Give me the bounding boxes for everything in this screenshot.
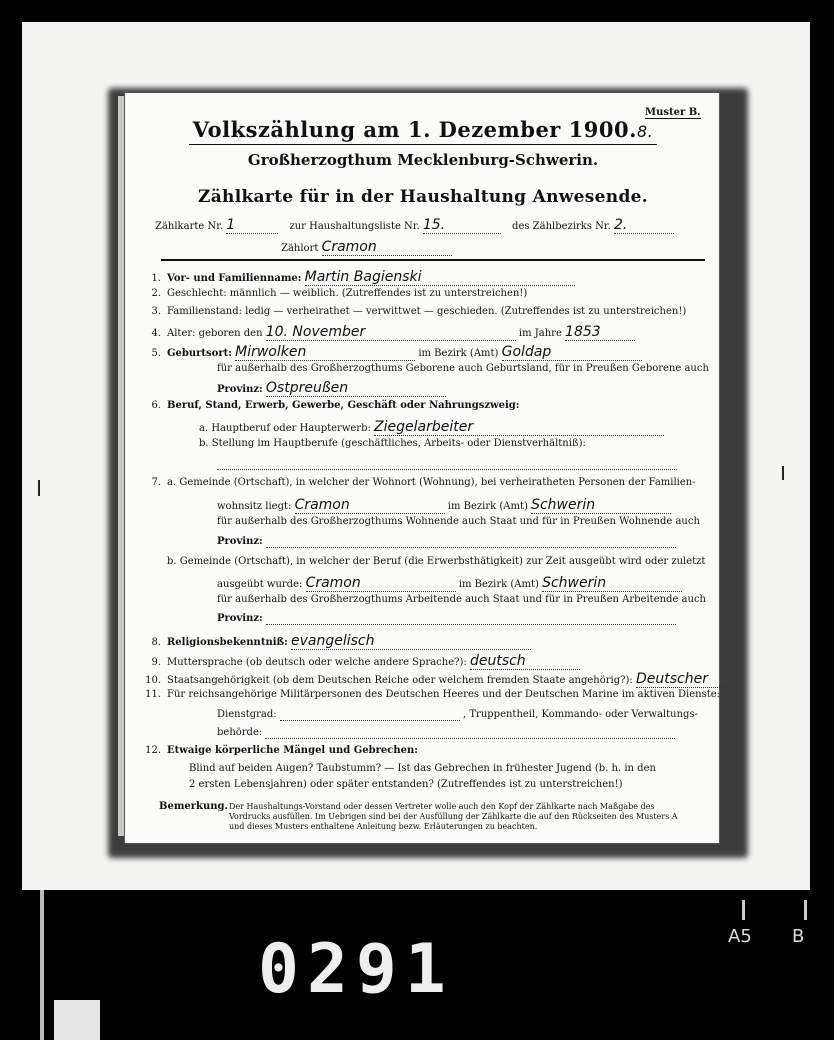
film-tick-b [804,900,807,920]
work-label: ausgeübt wurde: [217,579,303,590]
birthplace-amt-label: im Bezirk (Amt) [418,348,499,359]
fold-mark-right [782,466,784,480]
work-province-label: Provinz: [217,613,263,624]
zaehlort-line [281,239,452,256]
birthplace-label: Geburtsort: [167,348,232,359]
num-9: 9. [151,657,161,668]
num-11: 11. [145,689,161,700]
residence-label: wohnsitz liegt: [217,501,292,512]
film-code-a: A5 [728,926,752,947]
work-amt-value: Schwerin [542,575,682,592]
residence-province-blank [266,536,676,548]
residence-amt-value: Schwerin [531,497,671,514]
birthyear-value: 1853 [565,324,635,341]
language-label: Muttersprache (ob deutsch oder welche andere Sprache?): [167,657,467,668]
residence-province-label: Provinz: [217,536,263,547]
birthdate-value: 10. November [266,324,516,341]
film-code-b: B [792,926,805,947]
marital-text: Familienstand: ledig — verheirathet — verwittwet — geschieden. (Zutreffendes ist zu unterstreichen!) [167,306,687,317]
film-corner-mark [54,1000,100,1040]
field-6a [199,419,664,436]
unit-label: , Truppentheil, Kommando- oder Verwaltungs- [463,709,698,720]
birthplace-amt-value: Goldap [502,344,642,361]
military-label: Für reichsangehörige Militärpersonen des Deutschen Heeres und der Deutschen Marine im aktiven Dienste: [167,689,721,700]
authority-blank [265,727,675,739]
num-1: 1. [151,273,161,284]
name-label: Vor- und Familienname: [167,273,302,284]
muster-label: Muster B. [645,107,701,118]
rank-blank [280,709,460,721]
rank-label: Dienstgrad: [217,709,277,720]
zaehlkarte-label: Zählkarte Nr. [155,221,224,232]
remark-line3: und dieses Musters enthaltene Anleitung bezw. Erläuterungen zu beachten. [229,822,538,831]
work-line1: Gemeinde (Ortschaft), in welcher der Beruf (die Erwerbsthätigkeit) zur Zeit ausgeübt wird oder zuletzt [179,556,706,567]
religion-value: evangelisch [291,633,531,650]
num-3: 3. [151,306,161,317]
military-authority-line [217,727,675,739]
field-12 [139,745,418,756]
card-title: Zählkarte für in der Haushaltung Anwesende. [198,187,648,207]
num-4: 4. [151,328,161,339]
work-value: Cramon [306,575,456,592]
num-7b: b. [167,556,177,567]
liste-no: 15. [423,217,501,234]
disability-label: Etwaige körperliche Mängel und Gebrechen: [167,745,418,756]
field-6 [139,400,520,411]
zaehlort-value: Cramon [322,239,452,256]
authority-label: behörde: [217,727,263,738]
field-9 [139,653,580,670]
main-occupation-label: a. Hauptberuf oder Haupterwerb: [199,423,371,434]
bezirk-no: 2. [614,217,674,234]
census-card [124,92,720,844]
disability-line1: Blind auf beiden Augen? Taubstumm? — Ist das Gebrechen in frühester Jugend (b. h. in den [189,763,656,774]
residence-value: Cramon [295,497,445,514]
frame-number: 0291 [258,930,454,1009]
remark-label [159,801,228,812]
birth-province-label: Provinz: [217,384,263,395]
birthplace-note: für außerhalb des Großherzogthums Geborene auch Geburtsland, für in Preußen Geborene auch [217,363,709,374]
field-2 [139,288,527,299]
field-4 [139,324,635,341]
bezirk-label: des Zählbezirks Nr. [512,221,611,232]
residence-line1: Gemeinde (Ortschaft), in welcher der Wohnort (Wohnung), bei verheiratheten Personen der Familien- [179,477,696,488]
work-line2 [217,575,682,592]
work-note: für außerhalb des Großherzogthums Arbeitende auch Staat und für in Preußen Arbeitende auch [217,594,706,605]
num-7a: a. [167,477,177,488]
field-7b [167,556,705,567]
work-amt-label: im Bezirk (Amt) [458,579,539,590]
census-title [125,117,721,145]
residence-amt-label: im Bezirk (Amt) [447,501,528,512]
num-2: 2. [151,288,161,299]
remark-label-text: Bemerkung. [159,801,228,812]
remark-line1: Der Haushaltungs-Vorstand oder dessen Vertreter wolle auch den Kopf der Zählkarte nach Maßgabe des [229,802,655,811]
state-name: Großherzogthum Mecklenburg-Schwerin. [247,151,599,169]
religion-label: Religionsbekenntniß: [167,637,288,648]
name-value: Martin Bagienski [305,269,575,286]
field-6b: b. Stellung im Hauptberufe (geschäftliches, Arbeits- oder Dienstverhältniß): [199,438,586,449]
birthyear-label: im Jahre [518,328,562,339]
work-province-blank [266,613,676,625]
residence-province-line [217,536,676,548]
occupation-label: Beruf, Stand, Erwerb, Gewerbe, Geschäft oder Nahrungszweig: [167,400,520,411]
header-rule [161,259,705,261]
citizenship-label: Staatsangehörigkeit (ob dem Deutschen Reiche oder welchem fremden Staate angehörig?): [167,675,633,686]
field-10 [139,671,726,688]
sex-text: Geschlecht: männlich — weiblich. (Zutreffendes ist zu unterstreichen!) [167,288,528,299]
residence-line2 [217,497,671,514]
num-10: 10. [145,675,161,686]
field-7a [139,477,696,488]
disability-line2: 2 ersten Lebensjahren) oder später entstanden? (Zutreffendes ist zu unterstreichen!) [189,779,623,790]
field-3 [139,306,686,317]
zaehlkarte-no: 1 [226,217,278,234]
film-tick-a [742,900,745,920]
num-6: 6. [151,400,161,411]
zaehlort-label: Zählort [281,243,319,254]
main-occupation-value: Ziegelarbeiter [374,419,664,436]
birth-province-value: Ostpreußen [266,380,446,397]
citizenship-value: Deutscher [636,671,726,688]
birthplace-value: Mirwolken [235,344,415,361]
title-text: Volkszählung am 1. Dezember 1900. [192,117,637,142]
num-5: 5. [151,348,161,359]
language-value: deutsch [470,653,580,670]
num-12: 12. [145,745,161,756]
occupation-blank-line [217,469,677,470]
field-5 [139,344,642,361]
field-11 [139,689,720,700]
film-edge-strip [40,890,44,1040]
birth-province-line [217,380,446,397]
military-rank-line [217,709,698,721]
num-8: 8. [151,637,161,648]
num-7: 7. [151,477,161,488]
work-province-line [217,613,676,625]
field-1 [139,269,575,286]
title-handwritten-note: 8. [636,122,654,141]
fold-mark-left [38,480,40,496]
remark-line2: Vordrucks ausfüllen. Im Uebrigen sind bei der Ausfüllung der Zählkarte die auf den Rückseiten des Musters A [229,812,678,821]
liste-label: zur Haushaltungsliste Nr. [289,221,420,232]
field-8 [139,633,531,650]
meta-line [155,217,674,234]
residence-note: für außerhalb des Großherzogthums Wohnende auch Staat und für in Preußen Wohnende auch [217,516,700,527]
birthdate-label: Alter: geboren den [167,328,263,339]
